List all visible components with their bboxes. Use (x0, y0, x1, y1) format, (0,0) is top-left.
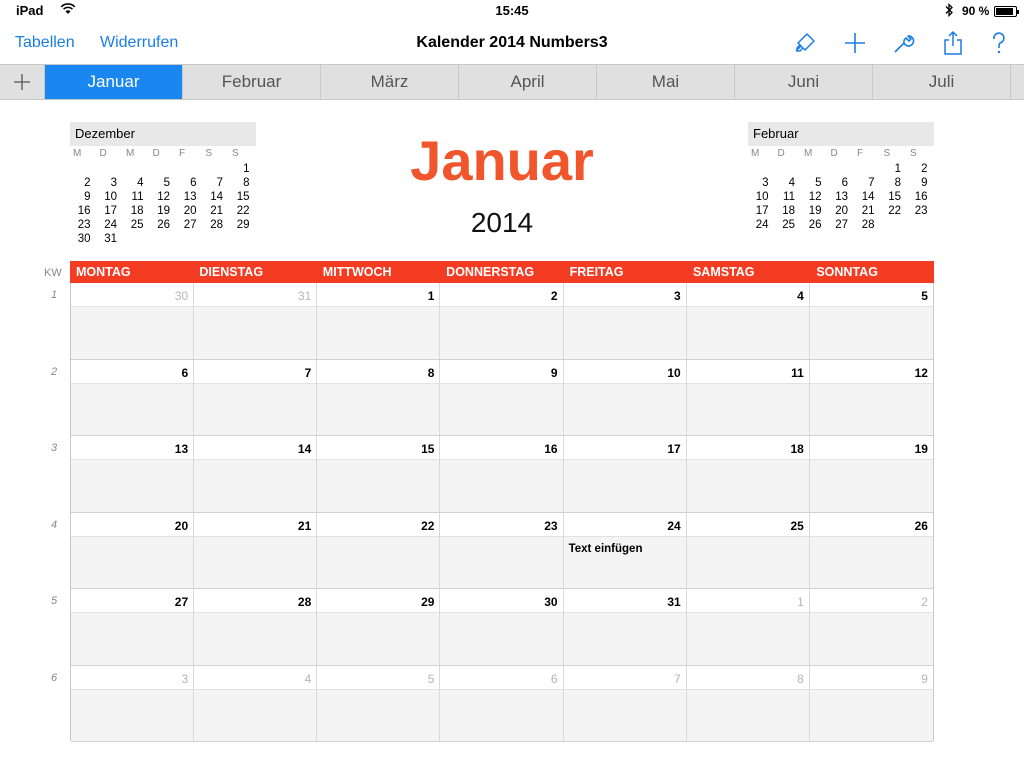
calendar-day-cell[interactable] (564, 283, 687, 359)
day-number-band (564, 283, 686, 307)
mini-day: 18 (782, 205, 795, 217)
mini-weekday-label: M (126, 148, 135, 159)
weekday-header: MITTWOCH (322, 265, 392, 279)
day-number: 26 (914, 518, 928, 533)
mini-day: 12 (808, 191, 822, 203)
day-number-band (71, 283, 193, 307)
mini-day: 4 (788, 177, 795, 189)
calendar-day-cell[interactable] (71, 360, 194, 436)
weekday-header: SONNTAG (816, 265, 878, 279)
mini-day: 21 (210, 205, 223, 217)
day-number-band (440, 360, 562, 384)
day-number: 1 (427, 289, 435, 303)
mini-day: 19 (808, 205, 822, 217)
carrier-label: iPad (16, 3, 44, 18)
calendar-day-cell[interactable] (810, 436, 933, 512)
mini-day: 18 (130, 205, 144, 217)
day-number-band (687, 666, 809, 690)
tab-januar[interactable]: Januar (45, 65, 183, 99)
day-number-band (194, 589, 316, 613)
mini-day: 14 (210, 191, 223, 203)
calendar-day-cell[interactable] (317, 513, 440, 589)
mini-calendar-title: Februar (748, 122, 934, 146)
calendar-week-row (71, 436, 933, 513)
tab-mai[interactable]: Mai (597, 65, 735, 99)
mini-day: 24 (755, 219, 769, 231)
day-number-band (810, 666, 933, 690)
day-number-band (564, 360, 686, 384)
day-number: 24 (667, 518, 681, 533)
weekday-header: DONNERSTAG (446, 265, 535, 279)
mini-day: 25 (130, 219, 144, 231)
share-icon[interactable] (940, 30, 966, 56)
day-number-band (810, 283, 933, 307)
calendar-day-cell[interactable] (687, 666, 810, 742)
mini-day: 3 (110, 177, 117, 189)
day-number-band (564, 513, 686, 537)
weekday-header: FREITAG (569, 265, 624, 279)
day-number-band (71, 513, 193, 537)
day-number-band (71, 360, 193, 384)
day-number-band (317, 513, 439, 537)
calendar-week-row (71, 589, 933, 666)
plus-icon[interactable] (842, 30, 868, 56)
calendar-day-cell[interactable] (440, 513, 563, 589)
calendar-day-cell[interactable] (440, 360, 563, 436)
calendar-day-cell[interactable] (440, 283, 563, 359)
calendar-day-cell[interactable] (194, 360, 317, 436)
day-number-band (194, 666, 316, 690)
week-number: 5 (51, 595, 58, 607)
calendar-day-cell[interactable] (810, 283, 933, 359)
weekday-header-row (70, 261, 934, 283)
mini-day: 26 (808, 219, 822, 231)
calendar-day-cell[interactable] (317, 589, 440, 665)
day-number-band (317, 436, 439, 460)
day-number-band (317, 283, 439, 307)
day-number: 21 (297, 518, 312, 533)
mini-day: 7 (868, 177, 875, 189)
week-number: 6 (51, 671, 58, 684)
battery-percent: 90 % (962, 4, 990, 18)
day-number-band (810, 513, 933, 537)
mini-day: 28 (210, 219, 223, 231)
calendar-day-cell[interactable] (687, 513, 810, 589)
week-number-header: KW (44, 267, 62, 279)
wrench-icon[interactable] (891, 30, 917, 56)
calendar-day-cell[interactable] (71, 283, 194, 359)
calendar-week-row (71, 360, 933, 437)
day-number: 9 (921, 671, 928, 686)
day-number-band (564, 436, 686, 460)
calendar-day-cell[interactable] (440, 589, 563, 665)
day-number: 4 (797, 289, 804, 303)
day-number-band (810, 436, 933, 460)
mini-day: 7 (216, 177, 223, 189)
mini-weekday-label: D (99, 148, 107, 159)
mini-day: 28 (861, 219, 875, 231)
calendar-day-cell[interactable] (71, 513, 194, 589)
day-number: 23 (544, 518, 558, 533)
day-number: 2 (921, 595, 928, 609)
day-number: 28 (297, 595, 312, 609)
calendar-day-cell[interactable] (194, 436, 317, 512)
mini-day: 8 (243, 177, 250, 189)
day-number: 31 (667, 595, 681, 609)
calendar-day-cell[interactable] (687, 436, 810, 512)
mini-day: 2 (84, 177, 91, 189)
tab-februar[interactable]: Februar (183, 65, 321, 99)
mini-day: 5 (163, 177, 170, 189)
calendar-day-cell[interactable] (71, 589, 194, 665)
mini-day: 20 (183, 205, 197, 217)
day-number: 19 (914, 442, 928, 456)
day-number-band (687, 360, 809, 384)
day-number-band (687, 436, 809, 460)
navigation-bar (0, 22, 1024, 64)
mini-day: 10 (755, 191, 769, 203)
day-number-band (440, 436, 562, 460)
mini-day: 14 (861, 191, 875, 203)
day-number: 11 (791, 365, 804, 380)
day-number-band (440, 513, 562, 537)
day-number-band (194, 513, 316, 537)
calendar-day-cell[interactable] (317, 436, 440, 512)
calendar-day-cell[interactable] (687, 283, 810, 359)
day-number: 30 (544, 595, 558, 609)
mini-weekday-label: S (205, 148, 213, 159)
day-number: 10 (667, 365, 681, 380)
calendar-day-cell[interactable] (440, 666, 563, 742)
day-number-band (810, 589, 933, 613)
document-title: Kalender 2014 Numbers3 (416, 34, 608, 51)
day-note[interactable]: Text einfügen (568, 542, 643, 555)
calendar-week-row (71, 283, 933, 360)
calendar-day-cell[interactable] (687, 589, 810, 665)
calendar-day-cell[interactable] (71, 666, 194, 742)
day-number: 16 (544, 442, 558, 456)
day-number: 3 (181, 671, 189, 686)
mini-day: 5 (815, 177, 822, 189)
bluetooth-icon (944, 3, 954, 20)
calendar-day-cell[interactable] (564, 589, 687, 665)
day-number-band (687, 589, 809, 613)
calendar-day-cell[interactable] (440, 436, 563, 512)
day-number: 1 (797, 595, 804, 609)
mini-day: 27 (835, 219, 848, 231)
year-title: 2014 (470, 207, 534, 238)
day-number: 2 (550, 289, 558, 303)
week-number: 4 (51, 518, 58, 531)
mini-day: 8 (894, 177, 901, 189)
day-number-band (564, 666, 686, 690)
day-number: 5 (427, 671, 435, 686)
tab-juli[interactable]: Juli (873, 65, 1011, 99)
mini-day: 17 (755, 205, 769, 217)
tab-märz[interactable]: März (321, 65, 459, 99)
mini-day: 6 (190, 177, 197, 189)
day-number-band (194, 360, 316, 384)
mini-day: 15 (888, 191, 901, 203)
mini-day: 13 (835, 191, 848, 203)
calendar-day-cell[interactable] (564, 666, 687, 742)
day-number: 12 (914, 365, 928, 380)
calendar-day-cell[interactable] (194, 666, 317, 742)
mini-day: 11 (783, 191, 795, 203)
day-number: 14 (297, 442, 312, 456)
calendar-week-row (71, 513, 933, 590)
calendar-day-cell[interactable] (317, 283, 440, 359)
day-number: 30 (174, 289, 189, 303)
calendar-day-cell[interactable] (564, 360, 687, 436)
mini-day: 1 (243, 163, 250, 175)
help-icon[interactable] (986, 30, 1012, 56)
mini-day: 24 (104, 219, 117, 231)
mini-weekday-label: S (883, 148, 891, 159)
day-number: 7 (674, 671, 681, 686)
mini-day: 20 (835, 205, 848, 217)
mini-weekday-label: D (152, 148, 160, 159)
day-number: 20 (174, 518, 189, 533)
mini-calendar-title: Dezember (70, 122, 256, 146)
mini-day: 22 (888, 205, 901, 217)
mini-day: 16 (914, 191, 928, 203)
mini-day: 12 (157, 191, 170, 203)
mini-day: 26 (157, 219, 170, 231)
day-number: 3 (674, 289, 681, 303)
tab-juni[interactable]: Juni (735, 65, 873, 99)
day-number: 9 (550, 365, 558, 380)
day-number-band (564, 589, 686, 613)
week-number: 1 (51, 289, 58, 301)
mini-day: 13 (183, 191, 197, 203)
day-number-band (440, 666, 562, 690)
calendar-day-cell[interactable] (810, 666, 933, 742)
mini-day: 23 (77, 219, 91, 231)
calendar-day-cell[interactable] (194, 589, 317, 665)
day-number-band (317, 589, 439, 613)
day-number: 6 (181, 365, 189, 380)
day-number-band (71, 666, 193, 690)
status-bar (0, 0, 1024, 22)
mini-weekday-label: M (751, 148, 760, 159)
calendar-grid[interactable] (70, 283, 934, 741)
day-number-band (194, 436, 316, 460)
day-number-band (440, 283, 562, 307)
day-number-band (317, 666, 439, 690)
day-number: 17 (667, 442, 681, 456)
status-time: 15:45 (495, 3, 529, 18)
day-number-band (440, 589, 562, 613)
mini-day: 10 (104, 191, 117, 203)
day-number: 27 (174, 595, 189, 609)
battery-icon (994, 6, 1017, 17)
calendar-day-cell[interactable] (317, 666, 440, 742)
day-number-band (71, 436, 193, 460)
sheet-tab-bar (0, 64, 1024, 100)
tables-button[interactable]: Tabellen (15, 34, 75, 51)
calendar-day-cell[interactable] (317, 360, 440, 436)
mini-day: 23 (914, 205, 928, 217)
calendar-day-cell[interactable] (687, 360, 810, 436)
day-number: 8 (427, 365, 435, 380)
mini-weekday-label: M (73, 148, 82, 159)
mini-day: 25 (782, 219, 795, 231)
mini-day: 3 (762, 177, 769, 189)
calendar-day-cell[interactable] (810, 589, 933, 665)
day-number-band (687, 283, 809, 307)
mini-day: 17 (104, 205, 117, 217)
mini-day: 16 (77, 205, 91, 217)
day-number-band (71, 589, 193, 613)
mini-day: 1 (894, 163, 901, 175)
mini-day: 22 (236, 205, 250, 217)
mini-day: 9 (921, 177, 928, 189)
mini-day: 19 (157, 205, 170, 217)
calendar-day-cell[interactable] (194, 283, 317, 359)
tab-april[interactable]: April (459, 65, 597, 99)
month-title: Januar (410, 129, 594, 192)
day-number-band (810, 360, 933, 384)
mini-day: 4 (137, 177, 144, 189)
mini-weekday-label: D (777, 148, 785, 159)
calendar-week-row (71, 666, 933, 743)
weekday-header: DIENSTAG (199, 265, 264, 279)
mini-day: 6 (841, 177, 848, 189)
day-number-band (317, 360, 439, 384)
day-number: 31 (297, 289, 312, 303)
day-number: 18 (790, 442, 804, 456)
day-number: 7 (304, 365, 312, 380)
mini-day: 30 (77, 233, 91, 245)
calendar-day-cell[interactable] (194, 513, 317, 589)
day-number: 29 (421, 595, 435, 609)
undo-button[interactable]: Widerrufen (100, 34, 179, 51)
day-number: 15 (421, 442, 435, 456)
calendar-day-cell[interactable] (810, 360, 933, 436)
mini-day: 11 (131, 191, 144, 203)
day-number: 8 (797, 671, 804, 686)
week-number: 2 (51, 365, 58, 378)
calendar-day-cell[interactable] (564, 436, 687, 512)
mini-weekday-label: S (232, 148, 239, 159)
mini-weekday-label: S (910, 148, 917, 159)
day-number: 25 (790, 518, 804, 533)
format-brush-icon[interactable] (792, 30, 818, 56)
day-number-band (194, 283, 316, 307)
day-number: 13 (174, 442, 189, 456)
weekday-header: SAMSTAG (692, 265, 755, 279)
day-number-band (687, 513, 809, 537)
mini-weekday-label: F (179, 148, 186, 159)
calendar-day-cell[interactable] (564, 513, 687, 589)
mini-weekday-label: F (857, 148, 864, 159)
mini-day: 2 (921, 163, 928, 175)
day-number: 6 (550, 671, 558, 686)
week-number: 3 (51, 442, 58, 454)
day-number: 22 (421, 518, 435, 533)
calendar-day-cell[interactable] (810, 513, 933, 589)
mini-weekday-label: D (830, 148, 838, 159)
mini-day: 29 (236, 219, 250, 231)
day-number: 4 (304, 671, 312, 686)
add-sheet-button[interactable] (0, 65, 45, 99)
mini-weekday-label: M (804, 148, 813, 159)
calendar-day-cell[interactable] (71, 436, 194, 512)
mini-day: 31 (104, 233, 117, 245)
mini-day: 27 (183, 219, 197, 231)
mini-day: 21 (861, 205, 875, 217)
mini-day: 9 (84, 191, 91, 203)
weekday-header: MONTAG (76, 265, 131, 279)
day-number: 5 (921, 289, 928, 303)
mini-day: 15 (236, 191, 250, 203)
